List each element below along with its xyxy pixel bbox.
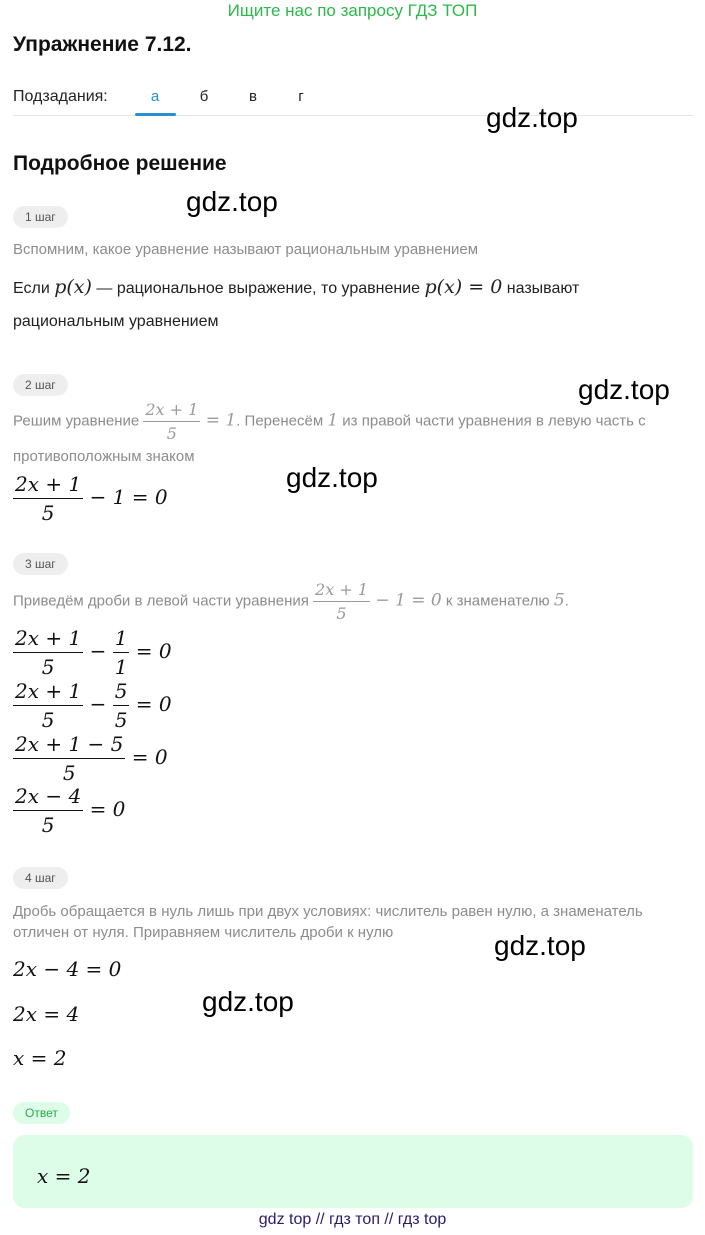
solution-heading: Подробное решение [13,152,227,175]
step-hint-2: отличен от нуля. Приравняем числитель дроби к нулю [13,924,394,941]
equation: $\frac{2x - 4}{5}$ = 0 [15,784,126,837]
watermark: gdz.top [202,986,294,1017]
equation: 2x = 4 [13,1002,80,1026]
tab-v[interactable]: в [249,88,257,105]
definition-line-2: рациональным уравнением [13,313,219,330]
step-badge: 4 шаг [13,867,68,889]
step-badge: 3 шаг [13,553,68,575]
equation: x = 2 [13,1046,67,1070]
watermark: gdz.top [578,374,670,405]
watermark: gdz.top [486,102,578,133]
definition-line: Если p(x) — рациональное выражение, то уравнение p(x) = 0 называют [13,276,580,298]
step-badge: 2 шаг [13,374,68,396]
answer-box [13,1135,693,1208]
answer-value: x = 2 [37,1164,91,1188]
page-title: Упражнение 7.12. [13,33,192,56]
step-badge: 1 шаг [13,206,68,228]
tab-g[interactable]: г [298,88,304,105]
step-hint: Вспомним, какое уравнение называют рациональным уравнением [13,241,479,258]
step-hint: Решим уравнение $\frac{2x + 1}{5}$ = 1. Перенесём 1 из правой части уравнения в левую часть с [13,400,646,443]
equation: $\frac{2x + 1 - 5}{5}$ = 0 [15,732,168,785]
step-hint: Дробь обращается в нуль лишь при двух условиях: числитель равен нулю, а знаменатель [13,903,643,920]
equation: $\frac{2x + 1}{5}$ − 1 = 0 [15,472,168,525]
step-hint: Приведём дроби в левой части уравнения $\frac{2x + 1}{5}$ − 1 = 0 к знаменателю 5. [13,580,569,623]
tab-b[interactable]: б [199,88,209,105]
watermark: gdz.top [186,186,278,217]
search-banner[interactable]: Ищите нас по запросу ГДЗ ТОП [227,1,478,20]
equation: 2x − 4 = 0 [13,957,122,981]
tab-a[interactable]: а [150,88,160,105]
watermark: gdz.top [494,930,586,961]
answer-badge: Ответ [13,1102,70,1124]
tabs-divider [13,115,693,116]
watermark: gdz.top [286,462,378,493]
equation: $\frac{2x + 1}{5}$ − $\frac{1}{1}$ = 0 [15,626,172,679]
footer-links: gdz top // гдз топ // гдз top [258,1211,447,1228]
active-tab-indicator [135,113,176,116]
equation: $\frac{2x + 1}{5}$ − $\frac{5}{5}$ = 0 [15,679,172,732]
step-hint-2: противоположным знаком [13,448,195,465]
subtasks-label: Подзадания: [13,88,108,105]
